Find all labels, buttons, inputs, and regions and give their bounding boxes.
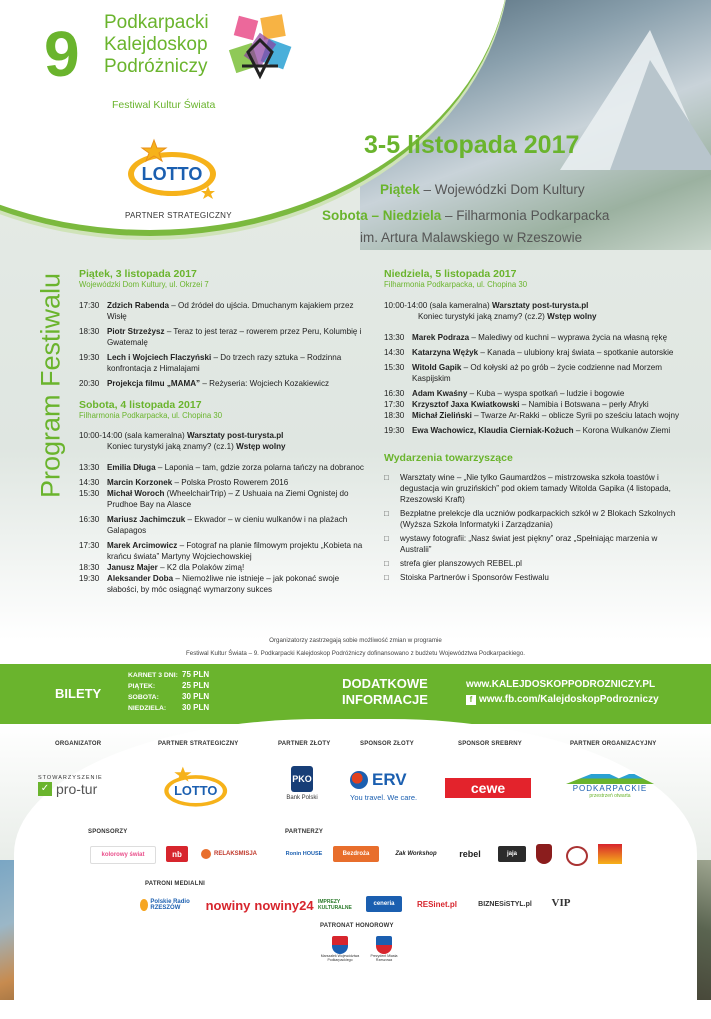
schedule-row <box>79 462 369 473</box>
speaker: Katarzyna Wężyk <box>412 348 479 357</box>
topic: – Twarze Ar-Rakki – oblicze Syrii po sześciu latach wojny <box>471 411 680 420</box>
footnote: Organizatorzy zastrzegają sobie możliwość zmian w programie <box>269 637 442 644</box>
time: 18:30 <box>79 327 100 336</box>
topic: – Korona Wulkanów Ziemi <box>573 426 671 435</box>
topic: – Laponia – tam, gdzie zorza polarna tańczy na dobranoc <box>155 463 364 472</box>
price-row <box>128 670 209 681</box>
bookmark-icon: □ <box>384 534 389 543</box>
category-label: ORGANIZATOR <box>55 741 102 747</box>
festival-dates: 3-5 listopada 2017 <box>364 131 580 159</box>
workshop-topic: Koniec turystyki jaką znamy? (cz.1) <box>107 442 237 451</box>
erv-tagline: You travel. We care. <box>350 793 418 802</box>
coat-of-arms-icon <box>332 936 348 954</box>
event-text: Bezpłatne prelekcje dla uczniów podkarpackich szkół w 2 Blokach Szkolnych (Wyższa Szkoła Informatyki i Zarządzania) <box>400 509 676 529</box>
coat-of-arms-icon <box>376 936 392 954</box>
more-info-line: INFORMACJE <box>342 692 428 707</box>
bookmark-icon: □ <box>384 559 389 568</box>
schedule-row <box>79 540 369 562</box>
topic: – Reżyseria: Wojciech Kozakiewicz <box>200 379 330 388</box>
topic: – Do trzech razy sztuka – Rodzinna konfrontacja z Himalajami <box>107 353 342 373</box>
bookmark-icon: □ <box>384 573 389 582</box>
schedule-row <box>79 352 369 374</box>
schedule-row <box>79 488 369 510</box>
topic: – Teraz to jest teraz – rowerem przez Peru, Kolumbię i Gwatemalę <box>107 327 362 347</box>
venue-day: Piątek <box>380 182 420 197</box>
time: 14:30 <box>384 348 405 357</box>
price-value: 30 PLN <box>182 692 210 701</box>
speaker: Piotr Strzeżysz <box>107 327 165 336</box>
lotto-text: LOTTO <box>141 164 203 184</box>
event-item <box>384 558 684 569</box>
workshop-row <box>79 430 369 452</box>
facebook-icon: f <box>466 695 476 705</box>
pko-logo <box>282 766 322 801</box>
logo-subtitle: Festiwal Kultur Świata <box>112 99 216 111</box>
media-name: nowiny <box>205 897 251 913</box>
sponsors-panel <box>14 719 697 1019</box>
podkarpackie-name: PODKARPACKIE <box>572 784 648 793</box>
sponsor-name: nb <box>172 849 182 859</box>
media-logo <box>470 896 540 912</box>
schedule-row <box>384 362 684 384</box>
ticket-prices <box>128 670 209 714</box>
partner-flag-icon <box>598 844 622 864</box>
topic: – Malediwy od kuchni – wyprawa życia na własną rękę <box>469 333 668 342</box>
schedule-row <box>384 399 684 410</box>
time: 17:30 <box>79 541 100 550</box>
speaker: Marek Arcimowicz <box>107 541 178 550</box>
time: 18:30 <box>79 563 100 572</box>
venue-day: Sobota – Niedziela <box>322 208 442 223</box>
cewe-logo <box>445 778 531 798</box>
partner-name: Zak Workshop <box>395 851 437 857</box>
schedule-row <box>79 300 369 322</box>
day-place: Filharmonia Podkarpacka, ul. Chopina 30 <box>79 411 223 420</box>
price-value: 30 PLN <box>182 703 210 712</box>
speaker: Michał Woroch <box>107 489 165 498</box>
media-logo <box>204 896 252 914</box>
event-text: wystawy fotografii: „Nasz świat jest piękny” oraz „Spełniając marzenia w Australii” <box>400 534 658 554</box>
topic: – Polska Prosto Rowerem 2016 <box>172 478 289 487</box>
logo-line: Podróżniczy <box>104 56 208 77</box>
time: 14:30 <box>79 478 100 487</box>
media-logo <box>412 896 462 912</box>
bookmark-icon: □ <box>384 509 389 518</box>
relaksmisja-icon <box>201 849 211 859</box>
media-logo <box>366 896 402 912</box>
category-label: PARTNER STRATEGICZNY <box>158 741 239 747</box>
media-name: RESinet.pl <box>416 899 457 909</box>
schedule-row <box>79 326 369 348</box>
sponsor-name: RELAKSMISJA <box>213 851 257 857</box>
more-info-label <box>342 676 428 708</box>
schedule-row <box>384 425 684 436</box>
topic: – K2 dla Polaków zimą! <box>157 563 245 572</box>
media-logo <box>256 896 312 914</box>
price-label: NIEDZIELA: <box>128 705 167 712</box>
event-item <box>384 572 684 583</box>
erv-name: ERV <box>372 770 407 789</box>
sponsor-name: kolorowy świat <box>101 852 145 858</box>
partner-name: rebel <box>459 849 481 859</box>
podkarpackie-logo <box>566 770 654 799</box>
time: 10:00-14:00 <box>79 431 123 440</box>
speaker: Emilia Długa <box>107 463 156 472</box>
speaker: Zdzich Rabenda <box>107 301 170 310</box>
schedule-row <box>384 347 684 358</box>
venue-place: – Filharmonia Podkarpacka <box>441 208 610 223</box>
program-right-column <box>384 268 684 586</box>
events-title: Wydarzenia towarzyszące <box>384 452 513 464</box>
price-row <box>128 681 209 692</box>
protur-icon: ✓ <box>38 782 52 796</box>
cewe-name: cewe <box>470 780 506 796</box>
lotto-text: LOTTO <box>174 783 218 799</box>
schedule-row <box>384 388 684 399</box>
partner-logo <box>333 846 379 862</box>
event-item <box>384 533 684 555</box>
protur-logo <box>38 775 118 797</box>
media-name: nowiny24 <box>254 897 314 913</box>
workshop-entry: Wstęp wolny <box>547 312 597 321</box>
workshop-name: Warsztaty post-turysta.pl <box>492 301 589 310</box>
facebook-link[interactable] <box>466 692 659 707</box>
media-name: VIP <box>551 897 571 909</box>
time: 19:30 <box>384 426 405 435</box>
price-value: 25 PLN <box>182 681 210 690</box>
lotto-sponsor-logo <box>160 765 230 811</box>
speaker: Witold Gapik <box>412 363 462 372</box>
partner-name: Ronin HOUSE <box>285 851 323 857</box>
time: 18:30 <box>384 411 405 420</box>
price-label: SOBOTA: <box>128 694 159 701</box>
media-logo <box>140 896 200 914</box>
partner-caption: PARTNER STRATEGICZNY <box>125 211 232 220</box>
program-label: Program Festiwalu <box>35 272 66 499</box>
media-logo <box>548 894 574 912</box>
tickets-label: BILETY <box>55 686 102 701</box>
time: 16:30 <box>384 389 405 398</box>
time: 19:30 <box>79 574 100 583</box>
time: 20:30 <box>79 379 100 388</box>
time: 15:30 <box>79 489 100 498</box>
category-label: PARTNER ZŁOTY <box>278 741 331 747</box>
speaker: Marek Podraza <box>412 333 470 342</box>
speaker: Adam Kwaśny <box>412 389 468 398</box>
schedule-row <box>79 573 369 595</box>
honor-logo <box>320 936 360 962</box>
schedule-row <box>79 378 369 389</box>
event-item <box>384 508 684 530</box>
mountain-peak-shadow <box>610 60 711 170</box>
speaker: Michał Zieliński <box>412 411 472 420</box>
logo-title <box>104 12 209 78</box>
speaker: Marcin Korzonek <box>107 478 173 487</box>
sponsor-logo <box>90 846 156 864</box>
sponsor-logo <box>166 846 188 862</box>
price-label: KARNET 3 DNI: <box>128 672 178 679</box>
topic: – Od kołyski aż po grób – życie codzienne nad Morzem Kaspijskim <box>412 363 663 383</box>
logo-line: Podkarpacki <box>104 12 209 33</box>
category-label: PATRONI MEDIALNI <box>145 881 205 887</box>
workshop-room: (sala kameralna) <box>427 301 492 310</box>
media-name: BIZNESiSTYL.pl <box>478 900 532 908</box>
pko-name: Bank Polski <box>286 795 318 801</box>
partner-crest-icon <box>536 844 552 864</box>
topic: – Kuba – wyspa spotkań – ludzie i bogowie <box>467 389 625 398</box>
partner-logo <box>452 846 488 862</box>
schedule-row <box>79 514 369 536</box>
topic: (WheelchairTrip) – Z Ushuaia na Ziemi Ognistej do Prudhoe Bay na Alasce <box>107 489 349 509</box>
media-name: IMPREZY KULTURALNE <box>318 899 352 911</box>
price-value: 75 PLN <box>182 670 210 679</box>
schedule-row <box>384 410 684 421</box>
event-text: Warsztaty wine – „Nie tylko Gaumardżos – mistrzowska szkoła toastów i degustacja win gruzińskich” pod okiem tamady Witolda Gapika (4 listopada, Rzeszowski Kraft) <box>400 473 671 504</box>
venue-weekend <box>322 208 609 223</box>
workshop-room: (sala kameralna) <box>122 431 187 440</box>
media-name: ceneria <box>373 901 395 907</box>
workshop-entry: Wstęp wolny <box>236 442 286 451</box>
price-row <box>128 692 209 703</box>
footnote: Festiwal Kultur Świata – 9. Podkarpacki Kalejdoskop Podróżniczy dofinansowano z budżetu Województwa Podkarpackiego. <box>185 650 525 657</box>
speaker: Aleksander Doba <box>107 574 174 583</box>
schedule-row <box>384 332 684 343</box>
speaker: Lech i Wojciech Flaczyński <box>107 353 212 362</box>
sponsor-logo <box>200 846 258 862</box>
workshop-topic: Koniec turystyki jaką znamy? (cz.2) <box>418 312 548 321</box>
time: 17:30 <box>79 301 100 310</box>
logo-line: Kalejdoskop <box>104 34 208 55</box>
honor-name: Prezydent Miasta Rzeszowa <box>370 954 398 962</box>
links <box>466 677 659 707</box>
time: 17:30 <box>384 400 405 409</box>
partner-emblem-icon <box>566 846 588 866</box>
day-place: Filharmonia Podkarpacka, ul. Chopina 30 <box>384 280 528 289</box>
category-label: PARTNERZY <box>285 829 324 835</box>
honor-logo <box>364 936 404 962</box>
event-item <box>384 472 684 505</box>
category-label: PARTNER ORGANIZACYJNY <box>570 741 657 747</box>
time: 10:00-14:00 <box>384 301 428 310</box>
partner-logo <box>498 846 526 862</box>
radio-icon <box>140 899 148 911</box>
speaker: Mariusz Jachimczuk <box>107 515 186 524</box>
topic: – Niemożliwe nie istnieje – jak pokonać swoje słabości, by móc osiągnąć wymarzony sukces <box>107 574 340 594</box>
day-title: Niedziela, 5 listopada 2017 <box>384 268 517 280</box>
speaker: Projekcja filmu „MAMA” <box>107 379 201 388</box>
topic: – Namibia i Botswana – perły Afryki <box>519 400 649 409</box>
time: 15:30 <box>384 363 405 372</box>
facebook-url: www.fb.com/KalejdoskopPodrozniczy <box>479 694 659 705</box>
time: 13:30 <box>79 463 100 472</box>
topic: – Fotograf na planie filmowym projektu „Kobieta na krańcu świata” Martyny Wojciechowskiej <box>107 541 363 561</box>
program-left-column <box>79 268 369 595</box>
media-name: Polskie Radio RZESZÓW <box>150 899 190 911</box>
podkarpackie-tagline: przestrzeń otwarta <box>589 793 631 799</box>
media-logo <box>318 896 360 914</box>
honor-name: Marszałek Województwa Podkarpackiego <box>320 954 360 962</box>
topic: – Kanada – ulubiony kraj świata – spotkanie autorskie <box>478 348 674 357</box>
lotto-logo <box>122 138 220 202</box>
more-info-line: DODATKOWE <box>342 676 428 691</box>
day-title: Piątek, 3 listopada 2017 <box>79 268 197 280</box>
speaker: Janusz Majer <box>107 563 158 572</box>
partner-logo <box>284 846 324 862</box>
speaker: Ewa Wachowicz, Klaudia Cierniak-Kożuch <box>412 426 574 435</box>
venue-place-line: im. Artura Malawskiego w Rzeszowie <box>360 230 583 245</box>
event-text: strefa gier planszowych REBEL.pl <box>400 559 522 568</box>
schedule-row <box>79 562 369 573</box>
day-place: Wojewódzki Dom Kultury, ul. Okrzei 7 <box>79 280 209 289</box>
venue-friday <box>380 182 585 197</box>
logo-number: 9 <box>44 18 80 90</box>
topic: – Od źródeł do ujścia. Dmuchanym kajakiem przez Wisłę <box>107 301 354 321</box>
pko-icon: PKO <box>291 766 313 792</box>
topic: – Ekwador – w cieniu wulkanów i na plażach Galapagos <box>107 515 348 535</box>
category-label: PATRONAT HONOROWY <box>320 923 394 929</box>
speaker: Krzysztof Jaxa Kwiatkowski <box>412 400 520 409</box>
partner-name: jaja <box>506 851 517 857</box>
workshop-row <box>384 300 684 322</box>
podkarpackie-icon <box>566 770 654 784</box>
kaleidoscope-logo-icon <box>222 12 298 88</box>
event-text: Stoiska Partnerów i Sponsorów Festiwalu <box>400 573 549 582</box>
workshop-name: Warsztaty post-turysta.pl <box>187 431 284 440</box>
price-row <box>128 703 209 714</box>
partner-logo <box>390 846 442 862</box>
website-link[interactable]: www.KALEJDOSKOPPODROZNICZY.PL <box>466 679 656 690</box>
protur-name: pro-tur <box>56 781 98 797</box>
erv-logo <box>350 770 417 802</box>
category-label: SPONSORZY <box>88 829 128 835</box>
schedule-row <box>79 477 369 488</box>
venue-place: – Wojewódzki Dom Kultury <box>419 182 585 197</box>
time: 19:30 <box>79 353 100 362</box>
time: 13:30 <box>384 333 405 342</box>
category-label: SPONSOR SREBRNY <box>458 741 523 747</box>
price-label: PIĄTEK: <box>128 683 156 690</box>
time: 16:30 <box>79 515 100 524</box>
partner-name: Bezdroża <box>342 851 370 857</box>
bookmark-icon: □ <box>384 473 389 482</box>
day-title: Sobota, 4 listopada 2017 <box>79 399 202 411</box>
erv-icon <box>350 771 368 789</box>
protur-top: STOWARZYSZENIE <box>38 775 103 781</box>
category-label: SPONSOR ZŁOTY <box>360 741 414 747</box>
